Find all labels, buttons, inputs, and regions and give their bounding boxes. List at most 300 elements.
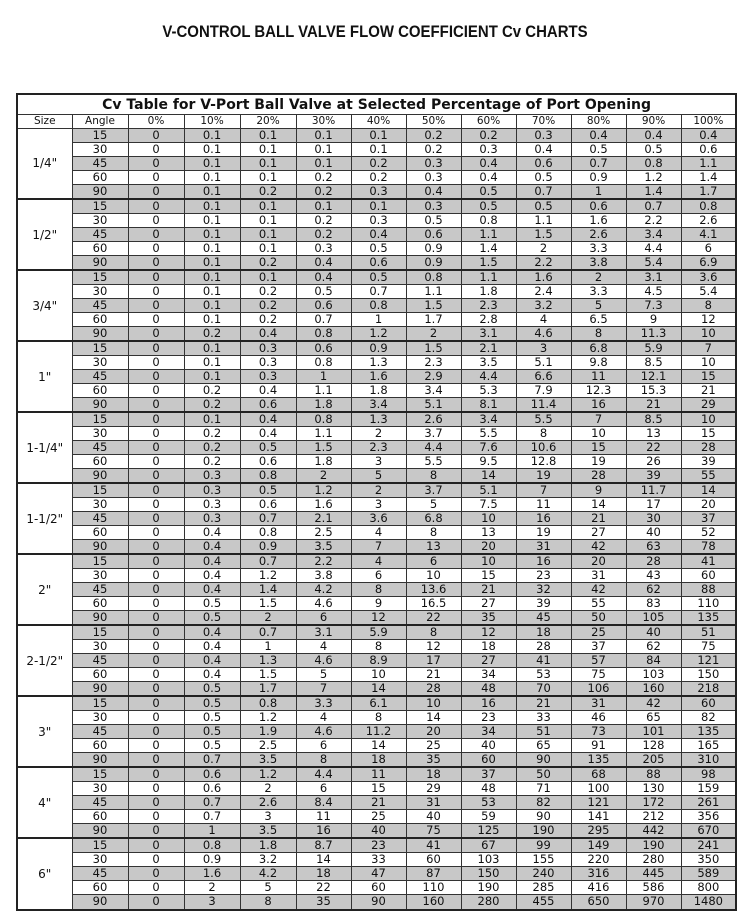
cv-value-cell: 0	[128, 526, 184, 540]
cv-value-cell: 0.8	[296, 327, 351, 342]
cv-value-cell: 442	[626, 824, 681, 839]
cv-value-cell: 1.2	[296, 483, 351, 498]
cv-value-cell: 1.5	[406, 341, 461, 356]
cv-value-cell: 4	[351, 526, 406, 540]
cv-value-cell: 0.4	[626, 129, 681, 143]
table-row	[17, 356, 736, 370]
table-row	[17, 554, 736, 569]
cv-value-cell: 2.3	[351, 441, 406, 455]
cv-value-cell: 1.6	[184, 867, 240, 881]
cv-value-cell: 7	[681, 341, 736, 356]
cv-value-cell: 1	[296, 370, 351, 384]
table-row	[17, 142, 736, 156]
cv-value-cell: 3.2	[516, 299, 571, 313]
cv-value-cell: 135	[681, 611, 736, 626]
cv-value-cell: 34	[461, 725, 516, 739]
cv-value-cell: 37	[681, 512, 736, 526]
cv-value-cell: 0.6	[240, 498, 296, 512]
cv-value-cell: 0.9	[184, 853, 240, 867]
cv-value-cell: 55	[571, 597, 626, 611]
cv-value-cell: 0.5	[184, 739, 240, 753]
angle-cell: 15	[72, 129, 128, 143]
cv-value-cell: 14	[571, 498, 626, 512]
cv-value-cell: 4	[296, 640, 351, 654]
cv-value-cell: 90	[516, 753, 571, 768]
cv-value-cell: 2.5	[296, 526, 351, 540]
cv-value-cell: 65	[516, 739, 571, 753]
cv-value-cell: 60	[351, 881, 406, 895]
cv-value-cell: 51	[681, 625, 736, 640]
cv-value-cell: 0	[128, 384, 184, 398]
cv-value-cell: 2	[516, 242, 571, 256]
angle-cell: 45	[72, 370, 128, 384]
cv-value-cell: 60	[681, 696, 736, 711]
angle-cell: 60	[72, 313, 128, 327]
cv-value-cell: 3.8	[296, 569, 351, 583]
cv-value-cell: 0	[128, 483, 184, 498]
cv-value-cell: 2	[184, 881, 240, 895]
cv-value-cell: 26	[626, 455, 681, 469]
table-row	[17, 327, 736, 342]
cv-value-cell: 0.8	[461, 214, 516, 228]
cv-value-cell: 0.4	[516, 142, 571, 156]
cv-value-cell: 1.3	[240, 654, 296, 668]
cv-value-cell: 4.6	[296, 654, 351, 668]
cv-value-cell: 0	[128, 611, 184, 626]
cv-value-cell: 0	[128, 753, 184, 768]
cv-value-cell: 0.5	[626, 142, 681, 156]
cv-value-cell: 190	[461, 881, 516, 895]
table-row	[17, 782, 736, 796]
cv-value-cell: 0.3	[406, 156, 461, 170]
cv-value-cell: 149	[571, 838, 626, 853]
cv-value-cell: 1.5	[406, 299, 461, 313]
cv-value-cell: 0	[128, 228, 184, 242]
cv-value-cell: 2.3	[406, 356, 461, 370]
cv-value-cell: 29	[681, 398, 736, 413]
cv-value-cell: 160	[626, 682, 681, 697]
cv-value-cell: 14	[351, 739, 406, 753]
cv-value-cell: 8	[351, 583, 406, 597]
cv-value-cell: 0.5	[351, 270, 406, 285]
table-row	[17, 341, 736, 356]
cv-value-cell: 0.1	[184, 214, 240, 228]
cv-value-cell: 5	[351, 469, 406, 484]
angle-cell: 90	[72, 753, 128, 768]
cv-value-cell: 16	[516, 512, 571, 526]
cv-value-cell: 3.4	[626, 228, 681, 242]
cv-value-cell: 3.1	[461, 327, 516, 342]
cv-value-cell: 6	[351, 569, 406, 583]
cv-value-cell: 0	[128, 583, 184, 597]
cv-value-cell: 5.3	[461, 384, 516, 398]
cv-value-cell: 0.2	[240, 285, 296, 299]
cv-value-cell: 12	[681, 313, 736, 327]
cv-value-cell: 0.7	[296, 313, 351, 327]
cv-value-cell: 20	[681, 498, 736, 512]
cv-value-cell: 316	[571, 867, 626, 881]
angle-cell: 15	[72, 412, 128, 427]
cv-value-cell: 0.4	[184, 640, 240, 654]
cv-value-cell: 30	[626, 512, 681, 526]
cv-value-cell: 0	[128, 469, 184, 484]
cv-value-cell: 32	[516, 583, 571, 597]
cv-value-cell: 8	[406, 526, 461, 540]
cv-value-cell: 1.4	[240, 583, 296, 597]
table-row	[17, 199, 736, 214]
cv-value-cell: 0	[128, 214, 184, 228]
cv-value-cell: 8	[516, 427, 571, 441]
cv-value-cell: 0.4	[461, 170, 516, 184]
cv-value-cell: 0	[128, 412, 184, 427]
cv-value-cell: 8	[406, 469, 461, 484]
table-row	[17, 214, 736, 228]
table-row	[17, 654, 736, 668]
cv-value-cell: 0	[128, 427, 184, 441]
cv-value-cell: 14	[406, 711, 461, 725]
cv-value-cell: 0.4	[184, 569, 240, 583]
cv-value-cell: 21	[351, 796, 406, 810]
table-row	[17, 512, 736, 526]
cv-value-cell: 1.1	[406, 285, 461, 299]
cv-value-cell: 14	[351, 682, 406, 697]
angle-cell: 60	[72, 881, 128, 895]
cv-value-cell: 14	[296, 853, 351, 867]
cv-value-cell: 12.3	[571, 384, 626, 398]
page-title: V-CONTROL BALL VALVE FLOW COEFFICIENT Cv CHARTS	[162, 22, 588, 41]
table-row	[17, 682, 736, 697]
cv-value-cell: 0.9	[240, 540, 296, 555]
cv-value-cell: 0	[128, 810, 184, 824]
table-row	[17, 285, 736, 299]
cv-value-cell: 31	[571, 569, 626, 583]
cv-value-cell: 27	[461, 654, 516, 668]
cv-value-cell: 1.9	[240, 725, 296, 739]
column-header: 0%	[128, 115, 184, 129]
cv-value-cell: 106	[571, 682, 626, 697]
table-row	[17, 483, 736, 498]
cv-value-cell: 18	[296, 867, 351, 881]
cv-value-cell: 0.1	[240, 199, 296, 214]
table-row	[17, 640, 736, 654]
cv-value-cell: 13.6	[406, 583, 461, 597]
angle-cell: 60	[72, 810, 128, 824]
cv-value-cell: 1.1	[296, 427, 351, 441]
cv-value-cell: 280	[626, 853, 681, 867]
cv-value-cell: 20	[461, 540, 516, 555]
cv-value-cell: 47	[351, 867, 406, 881]
cv-value-cell: 21	[461, 583, 516, 597]
cv-value-cell: 18	[351, 753, 406, 768]
cv-value-cell: 0.1	[296, 142, 351, 156]
cv-value-cell: 28	[681, 441, 736, 455]
cv-value-cell: 3.4	[406, 384, 461, 398]
cv-value-cell: 2.1	[461, 341, 516, 356]
cv-value-cell: 28	[626, 554, 681, 569]
cv-value-cell: 100	[571, 782, 626, 796]
cv-value-cell: 800	[681, 881, 736, 895]
angle-cell: 90	[72, 255, 128, 270]
cv-value-cell: 6.5	[571, 313, 626, 327]
column-header: 90%	[626, 115, 681, 129]
cv-value-cell: 10	[406, 696, 461, 711]
cv-value-cell: 8.7	[296, 838, 351, 853]
cv-value-cell: 18	[516, 625, 571, 640]
cv-value-cell: 42	[571, 540, 626, 555]
table-row	[17, 228, 736, 242]
cv-value-cell: 13	[406, 540, 461, 555]
cv-value-cell: 650	[571, 895, 626, 910]
cv-value-cell: 0	[128, 838, 184, 853]
cv-value-cell: 75	[571, 668, 626, 682]
angle-cell: 30	[72, 214, 128, 228]
cv-value-cell: 1.1	[681, 156, 736, 170]
cv-value-cell: 0.1	[351, 142, 406, 156]
table-row	[17, 255, 736, 270]
cv-value-cell: 9	[351, 597, 406, 611]
cv-value-cell: 0.8	[296, 356, 351, 370]
cv-value-cell: 0.4	[296, 255, 351, 270]
cv-value-cell: 1.6	[351, 370, 406, 384]
table-row	[17, 129, 736, 143]
table-row	[17, 412, 736, 427]
cv-value-cell: 0.7	[184, 796, 240, 810]
cv-value-cell: 0.4	[571, 129, 626, 143]
cv-value-cell: 103	[626, 668, 681, 682]
table-row	[17, 299, 736, 313]
cv-value-cell: 0	[128, 129, 184, 143]
cv-value-cell: 0.4	[461, 156, 516, 170]
angle-cell: 60	[72, 597, 128, 611]
cv-value-cell: 1.2	[240, 569, 296, 583]
cv-value-cell: 0.2	[406, 142, 461, 156]
cv-value-cell: 0.1	[240, 270, 296, 285]
cv-value-cell: 10	[461, 554, 516, 569]
cv-value-cell: 10	[461, 512, 516, 526]
cv-value-cell: 0.3	[351, 214, 406, 228]
cv-value-cell: 586	[626, 881, 681, 895]
cv-value-cell: 11.4	[516, 398, 571, 413]
cv-value-cell: 0	[128, 398, 184, 413]
table-row	[17, 569, 736, 583]
cv-value-cell: 4.6	[516, 327, 571, 342]
cv-value-cell: 0.2	[240, 255, 296, 270]
cv-value-cell: 0.1	[184, 356, 240, 370]
cv-value-cell: 0.8	[240, 526, 296, 540]
cv-value-cell: 3.5	[240, 753, 296, 768]
cv-value-cell: 3	[184, 895, 240, 910]
cv-value-cell: 3	[351, 498, 406, 512]
cv-value-cell: 155	[516, 853, 571, 867]
cv-value-cell: 16	[571, 398, 626, 413]
cv-value-cell: 280	[461, 895, 516, 910]
cv-value-cell: 3.8	[571, 255, 626, 270]
cv-value-cell: 21	[571, 512, 626, 526]
cv-value-cell: 15	[351, 782, 406, 796]
cv-value-cell: 190	[626, 838, 681, 853]
cv-value-cell: 9	[626, 313, 681, 327]
cv-value-cell: 0.4	[351, 228, 406, 242]
cv-value-cell: 0.7	[240, 512, 296, 526]
cv-value-cell: 60	[406, 853, 461, 867]
cv-value-cell: 12	[406, 640, 461, 654]
cv-value-cell: 205	[626, 753, 681, 768]
table-row	[17, 725, 736, 739]
cv-value-cell: 3.3	[571, 242, 626, 256]
cv-value-cell: 28	[406, 682, 461, 697]
cv-value-cell: 5.4	[681, 285, 736, 299]
cv-value-cell: 6	[296, 611, 351, 626]
column-header: 60%	[461, 115, 516, 129]
cv-value-cell: 19	[516, 526, 571, 540]
cv-value-cell: 0.3	[240, 370, 296, 384]
cv-value-cell: 0	[128, 725, 184, 739]
table-row	[17, 625, 736, 640]
cv-value-cell: 2.6	[406, 412, 461, 427]
cv-value-cell: 40	[351, 824, 406, 839]
size-cell: 1-1/4"	[17, 412, 72, 483]
cv-value-cell: 160	[406, 895, 461, 910]
cv-value-cell: 0.2	[461, 129, 516, 143]
table-row	[17, 156, 736, 170]
cv-value-cell: 22	[406, 611, 461, 626]
cv-value-cell: 0.5	[516, 199, 571, 214]
cv-value-cell: 3.7	[406, 483, 461, 498]
cv-value-cell: 2.2	[296, 554, 351, 569]
cv-value-cell: 0.1	[240, 214, 296, 228]
cv-value-cell: 1.1	[516, 214, 571, 228]
cv-value-cell: 5.1	[461, 483, 516, 498]
cv-value-cell: 87	[406, 867, 461, 881]
cv-value-cell: 0.4	[296, 270, 351, 285]
cv-value-cell: 7.5	[461, 498, 516, 512]
cv-value-cell: 28	[516, 640, 571, 654]
cv-value-cell: 11	[351, 767, 406, 782]
cv-value-cell: 165	[681, 739, 736, 753]
cv-value-cell: 356	[681, 810, 736, 824]
cv-value-cell: 6	[296, 739, 351, 753]
column-header: 100%	[681, 115, 736, 129]
cv-value-cell: 48	[461, 782, 516, 796]
cv-value-cell: 0.5	[351, 242, 406, 256]
cv-value-cell: 0.4	[184, 668, 240, 682]
cv-value-cell: 28	[571, 469, 626, 484]
cv-value-cell: 0	[128, 512, 184, 526]
cv-value-cell: 1.8	[296, 455, 351, 469]
cv-value-cell: 8.4	[296, 796, 351, 810]
angle-cell: 30	[72, 142, 128, 156]
table-row	[17, 498, 736, 512]
column-header: 70%	[516, 115, 571, 129]
cv-value-cell: 0	[128, 370, 184, 384]
size-cell: 2"	[17, 554, 72, 625]
cv-value-cell: 0.7	[240, 625, 296, 640]
table-row	[17, 711, 736, 725]
cv-value-cell: 67	[461, 838, 516, 853]
cv-value-cell: 0.8	[184, 838, 240, 853]
cv-value-cell: 41	[681, 554, 736, 569]
cv-value-cell: 0.4	[240, 427, 296, 441]
cv-value-cell: 172	[626, 796, 681, 810]
cv-value-cell: 52	[681, 526, 736, 540]
cv-value-cell: 1.6	[571, 214, 626, 228]
cv-value-cell: 0.1	[351, 129, 406, 143]
angle-cell: 30	[72, 569, 128, 583]
angle-cell: 45	[72, 512, 128, 526]
cv-value-cell: 0.2	[184, 441, 240, 455]
cv-value-cell: 11.7	[626, 483, 681, 498]
cv-value-cell: 1.4	[681, 170, 736, 184]
cv-value-cell: 445	[626, 867, 681, 881]
cv-value-cell: 39	[516, 597, 571, 611]
cv-value-cell: 8	[681, 299, 736, 313]
cv-value-cell: 7	[351, 540, 406, 555]
cv-value-cell: 0.2	[351, 156, 406, 170]
angle-cell: 90	[72, 469, 128, 484]
cv-value-cell: 9.5	[461, 455, 516, 469]
cv-value-cell: 0.1	[184, 255, 240, 270]
cv-value-cell: 0.6	[571, 199, 626, 214]
cv-value-cell: 212	[626, 810, 681, 824]
cv-value-cell: 159	[681, 782, 736, 796]
cv-value-cell: 8	[406, 625, 461, 640]
cv-value-cell: 0.3	[240, 356, 296, 370]
cv-value-cell: 15	[681, 370, 736, 384]
table-row	[17, 753, 736, 768]
column-header: Size	[17, 115, 72, 129]
angle-cell: 15	[72, 199, 128, 214]
angle-cell: 60	[72, 455, 128, 469]
angle-cell: 15	[72, 625, 128, 640]
cv-value-cell: 0	[128, 711, 184, 725]
cv-value-cell: 0.2	[184, 384, 240, 398]
angle-cell: 60	[72, 242, 128, 256]
cv-value-cell: 4.5	[626, 285, 681, 299]
cv-value-cell: 0.6	[184, 767, 240, 782]
cv-value-cell: 0	[128, 554, 184, 569]
cv-value-cell: 141	[571, 810, 626, 824]
cv-value-cell: 0.2	[296, 214, 351, 228]
cv-value-cell: 4.4	[296, 767, 351, 782]
cv-value-cell: 25	[351, 810, 406, 824]
size-cell: 4"	[17, 767, 72, 838]
cv-value-cell: 1.5	[461, 255, 516, 270]
cv-value-cell: 261	[681, 796, 736, 810]
column-header: 50%	[406, 115, 461, 129]
cv-value-cell: 0.8	[351, 299, 406, 313]
cv-value-cell: 1.5	[296, 441, 351, 455]
cv-value-cell: 0.1	[240, 129, 296, 143]
cv-value-cell: 0.5	[406, 214, 461, 228]
cv-value-cell: 25	[406, 739, 461, 753]
cv-value-cell: 0.4	[406, 184, 461, 199]
cv-value-cell: 4.2	[296, 583, 351, 597]
cv-value-cell: 1.1	[461, 270, 516, 285]
cv-value-cell: 0.1	[184, 285, 240, 299]
cv-value-cell: 6.8	[571, 341, 626, 356]
cv-value-cell: 4.1	[681, 228, 736, 242]
cv-value-cell: 15	[571, 441, 626, 455]
cv-value-cell: 12	[351, 611, 406, 626]
cv-value-cell: 0	[128, 895, 184, 910]
cv-value-cell: 0.3	[240, 341, 296, 356]
cv-value-cell: 1.4	[461, 242, 516, 256]
cv-value-cell: 0	[128, 853, 184, 867]
cv-value-cell: 0.5	[240, 483, 296, 498]
cv-value-cell: 22	[296, 881, 351, 895]
angle-cell: 15	[72, 270, 128, 285]
cv-value-cell: 71	[516, 782, 571, 796]
